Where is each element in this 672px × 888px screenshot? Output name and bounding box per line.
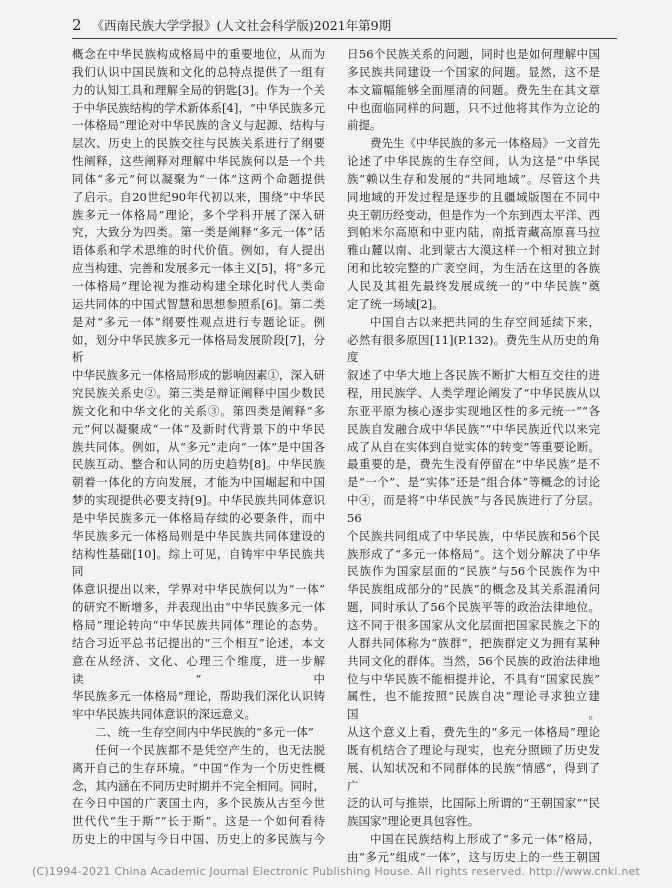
text-line: 日56个民族关系的问题，同时也是如何理解中国 — [347, 47, 600, 61]
text-line: 定了统一场域[2]。 — [347, 296, 444, 311]
running-header — [72, 14, 612, 36]
text-line: 雅山麓以南、北到蒙古大漠这样一个相对独立封 — [347, 243, 600, 258]
text-line: 题，同时承认了56个民族平等的政治法律地位。 — [347, 600, 600, 615]
text-line: 在今日中国的广袤国土内，多个民族从古至今世 — [72, 796, 325, 811]
text-line: 族”赖以生存和发展的“共同地域”。尽管这个共 — [347, 171, 600, 186]
text-line: 成了从自在实体到自觉实体的转变”等重要论断。 — [347, 439, 600, 454]
text-line: 是中华民族多元一体格局存续的必要条件，而中 — [72, 510, 325, 525]
text-line: 多民族共同建设一个国家的问题。显然，这不是 — [347, 64, 600, 79]
header-rule — [72, 38, 617, 39]
text-line: 民族自发融合成中华民族”“中华民族近代以来完 — [347, 421, 600, 436]
text-line: 结构性基础[10]。综上可见，自铸牢中华民族共同 — [72, 546, 325, 579]
text-line: 体意识提出以来，学界对中华民族何以为“一体” — [72, 582, 325, 597]
text-line: 华民族多元一体格局则是中华民族共同体建设的 — [72, 528, 325, 543]
text-line: 必然有很多原因[11](P.132)。费先生从历史的角度 — [347, 332, 600, 365]
text-line: 于中华民族结构的学术新体系[4]，“中华民族多元 — [72, 100, 325, 115]
text-line: 人民及其祖先最终发展成统一的“中华民族”奠 — [347, 278, 600, 293]
text-line: 族共同体。例如，从“多元”走向“一体”是中国各 — [72, 439, 325, 454]
text-line: 运共同体的中国式智慧和思想参照系[6]。第二类 — [72, 296, 325, 311]
text-line: 展、认知状况和不同群体的民族“情感”，得到了广 — [347, 760, 600, 793]
left-column — [72, 46, 325, 849]
text-line: 的研究不断增多，并表现出由“中华民族多元一体 — [72, 600, 325, 615]
text-line: 中华民族多元一体格局形成的影响因素①，深入研 — [72, 368, 325, 383]
text-line: 最重要的是，费先生没有停留在“中华民族”是不 — [347, 457, 600, 472]
text-line: 性阐释，这些阐释对理解中华民族何以是一个共 — [72, 154, 325, 169]
text-line: 牢中华民族共同体意识的深远意义。 — [72, 707, 256, 722]
text-line: 族形成了“多元一体格局”。这个划分解决了中华 — [347, 546, 600, 561]
text-line: 念，其内涵在不同历史时期并不完全相同。同时， — [72, 778, 325, 793]
paragraph — [347, 314, 600, 831]
text-line: 一体格局”理论视为推动构建全球化时代人类命 — [72, 278, 325, 293]
text-line: 究，大致分为四类。第一类是阐释“多元一体”话 — [72, 225, 325, 240]
text-line: 民族互动、整合和认同的历史趋势[8]。中华民族 — [72, 457, 325, 472]
text-line: 格局”理论转向“中华民族共同体”理论的态势。 — [72, 618, 325, 632]
text-line: 人群共同体称为“族群”，把族群定义为拥有某种 — [347, 635, 600, 650]
text-line: 力的认知工具和理解全局的钥匙[3]。作为一个关 — [72, 82, 325, 97]
text-line: 中国在民族结构上形成了“多元一体”格局， — [370, 832, 600, 847]
text-line: 是“一个”、是“实体”还是“组合体”等概念的讨论 — [347, 475, 600, 490]
text-line: 本文篇幅能够全面厘清的问题。费先生在其文章 — [347, 82, 600, 97]
text-line: 梦的实现提供必要支持[9]。中华民族共同体意识 — [72, 493, 325, 508]
section-heading: 二、统一生存空间内中华民族的“多元一体” — [95, 725, 314, 740]
text-line: 由“多元”组成“一体”，这与历史上的一些王朝国 — [347, 849, 600, 864]
text-line: 这不同于很多国家从文化层面把国家民族之下的 — [347, 618, 600, 632]
text-line: 费先生《中华民族的多元一体格局》一文首先 — [370, 136, 600, 151]
text-line: 是对“多元一体”纲要性观点进行专题论证。例 — [72, 314, 325, 329]
text-line: 论述了中华民族的生存空间，认为这是“中华民 — [347, 154, 600, 169]
text-line: 结合习近平总书记提出的“三个相互”论述，本文 — [72, 635, 325, 650]
text-line: 朝着一体化的方向发展，才能为中国崛起和中国 — [72, 475, 325, 490]
text-line: 族国家”理论更具包容性。 — [347, 814, 480, 829]
text-line: 属性，也不能按照“民族自决”理论寻求独立建国。 — [347, 689, 600, 722]
paragraph — [347, 46, 600, 135]
text-line: 泛的认可与推崇，比国际上所谓的“王朝国家”“民 — [347, 796, 600, 811]
text-line: 个民族共同组成了中华民族，中华民族和56个民 — [347, 528, 600, 543]
text-line: 既有机结合了理论与现实，也充分照顾了历史发 — [347, 742, 600, 757]
text-line: 从这个意义上看，费先生的“多元一体格局”理论 — [347, 725, 600, 740]
paragraph — [347, 831, 600, 867]
text-line: 历史上的中国与今日中国、历史上的多民族与今 — [72, 832, 325, 847]
text-line: 元”何以凝聚成“一体”及新时代背景下的中华民 — [72, 421, 325, 436]
text-line: 意在从经济、文化、心理三个维度，进一步解读“中 — [72, 653, 325, 686]
text-line: 中国自古以来把共同的生存空间延续下来， — [370, 314, 600, 329]
text-line: 华民族组成部分的“民族”的概念及其关系混淆问 — [347, 582, 600, 597]
text-line: 层次、历史上的民族交往与民族关系进行了纲要 — [72, 136, 325, 151]
journal-info: 《西南民族大学学报》(人文社会科学版)2021年第9期 — [91, 18, 392, 33]
text-line: 同体“多元”何以凝聚为“一体”这两个命题提供 — [72, 171, 325, 186]
text-line: 概念在中华民族构成格局中的重要地位，从而为 — [72, 47, 325, 61]
text-line: 了启示。自20世纪90年代初以来，围绕“中华民 — [72, 189, 325, 204]
text-line: 前提。 — [347, 118, 382, 133]
text-line: 究民族关系史②。第三类是辩证阐释中国少数民 — [72, 386, 325, 401]
page-number: 2 — [72, 16, 82, 34]
right-column — [347, 46, 600, 867]
text-line: 程，用民族学、人类学理论阐发了“中华民族从以 — [347, 386, 600, 401]
text-line: 华民族多元一体格局”理论，帮助我们深化认识铸 — [72, 689, 325, 704]
text-line: 离开自己的生存环境。“中国”作为一个历史性概 — [72, 760, 325, 775]
text-line: 我们认识中国民族和文化的总特点提供了一组有 — [72, 64, 325, 79]
text-line: 语体系和学术思维的时代价值。例如，有人提出 — [72, 243, 325, 258]
text-line: 到帕米尔高原和中亚内陆，南抵青藏高原喜马拉 — [347, 225, 600, 240]
text-line: 中④，而是将“中华民族”与各民族进行了分层。56 — [347, 493, 600, 525]
text-line: 同地域的开发过程是逐步的且疆域版图在不同中 — [347, 189, 600, 204]
paragraph — [72, 742, 325, 849]
paragraph — [72, 46, 325, 724]
text-line: 闭和比较完整的广袤空间，为生活在这里的各族 — [347, 261, 600, 276]
text-line: 如，划分中华民族多元一体格局发展阶段[7]，分析 — [72, 332, 325, 365]
text-line: 任何一个民族都不是凭空产生的，也无法脱 — [95, 742, 325, 757]
text-line: 世代代“生于斯”“长于斯”。这是一个如何看待 — [72, 814, 325, 829]
text-line: 东亚平原为核心逐步实现地区性的多元统一”“各 — [347, 403, 600, 418]
text-line: 一体格局”理论对中华民族的含义与起源、结构与 — [72, 118, 325, 133]
paragraph — [347, 135, 600, 313]
text-line: 中也面临同样的问题，只不过他将其作为立论的 — [347, 100, 600, 115]
copyright-footer: (C)1994-2021 China Academic Journal Electronic Publishing House. All rights reserved. http://www.cnki.net — [32, 865, 640, 878]
text-line: 叙述了中华大地上各民族不断扩大相互交往的进 — [347, 368, 600, 383]
text-line: 族多元一体格局”理论，多个学科开展了深入研 — [72, 207, 325, 222]
text-line: 族文化和中华文化的关系③。第四类是阐释“多 — [72, 403, 325, 418]
text-line: 应当构建、完善和发展多元一体主义[5]，将“多元 — [72, 261, 325, 276]
text-line: 位与中华民族不能相提并论，不具有“国家民族” — [347, 671, 600, 686]
text-line: 央王朝历经变动，但是作为一个东到西太平洋、西 — [347, 207, 600, 222]
text-line: 民族作为国家层面的“民族”与56个民族作为中 — [347, 564, 600, 579]
text-line: 共同文化的群体。当然，56个民族的政治法律地 — [347, 653, 600, 668]
